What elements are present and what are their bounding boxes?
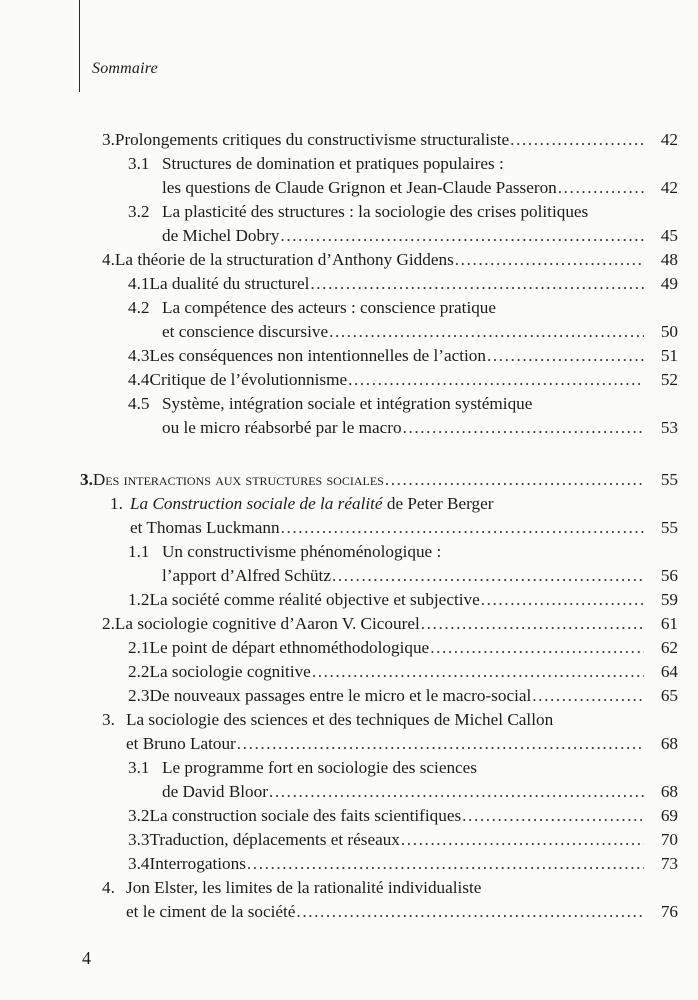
entry-title-line1: Un constructivisme phénoménologique : [162,542,442,561]
toc-chapter-entry[interactable] [80,468,678,492]
entry-number: 4. [102,878,115,897]
margin-rule [79,0,80,92]
entry-page: 73 [660,854,678,873]
entry-page: 55 [660,470,678,489]
dot-leader [296,900,644,924]
toc-entry[interactable] [128,152,678,200]
entry-page: 51 [660,346,678,365]
entry-page: 55 [660,517,678,537]
entry-title-line1: Structures de domination et pratiques populaires : [162,154,504,173]
entry-page: 42 [660,130,678,149]
entry-page: 52 [660,370,678,389]
toc-entry[interactable] [102,128,678,152]
entry-number: 3. [102,710,115,729]
entry-title-line1: Le programme fort en sociologie des sciences [162,758,477,777]
entry-title: Traduction, déplacements et réseaux [149,830,400,849]
toc-entry[interactable] [102,612,678,636]
entry-page: 70 [660,830,678,849]
toc-entry[interactable] [128,828,678,852]
dot-leader [421,612,644,636]
entry-number: 4.5 [128,394,150,413]
toc-entry[interactable] [128,272,678,296]
dot-leader [558,176,644,200]
dot-leader [462,804,644,828]
entry-title: de Michel Dobry [162,225,280,245]
entry-number: 3.1 [128,758,150,777]
entry-title: et Thomas Luckmann [130,517,280,537]
entry-number: 3.3 [128,830,150,849]
dot-leader [269,780,644,804]
entry-title: Les conséquences non intentionnelles de l’action [149,346,486,365]
entry-title: et conscience discursive [162,321,329,341]
entry-title: La théorie de la structuration d’Anthony Giddens [114,250,454,269]
entry-number: 2.1 [128,638,150,657]
toc-entry[interactable] [128,540,678,588]
dot-leader [455,248,644,272]
toc-entry[interactable] [128,296,678,344]
entry-page: 45 [660,225,678,245]
entry-number: 2.2 [128,662,150,681]
dot-leader [312,660,644,684]
entry-title-line1: de Peter Berger [382,494,494,513]
dot-leader [332,564,644,588]
entry-title-line1: La plasticité des structures : la sociologie des crises politiques [162,202,589,221]
entry-page: 49 [660,274,678,293]
entry-number: 3.2 [128,202,150,221]
dot-leader [532,684,644,708]
entry-title-line1: Système, intégration sociale et intégration systémique [162,394,533,413]
page-number: 4 [82,948,91,968]
entry-number: 3.4 [128,854,150,873]
entry-title: Le point de départ ethnométhodologique [149,638,430,657]
dot-leader [403,416,644,440]
dot-leader [385,468,644,492]
entry-page: 64 [660,662,678,681]
entry-title: La dualité du structurel [149,274,310,293]
entry-title: et Bruno Latour [126,733,236,753]
entry-number: 1.2 [128,590,150,609]
entry-title: Interrogations [149,854,246,873]
entry-number: 2.3 [128,686,150,705]
entry-title: La sociologie cognitive d’Aaron V. Cicourel [114,614,420,633]
entry-title-line1: Jon Elster, les limites de la rationalité individualiste [126,878,482,897]
toc-entry[interactable] [128,636,678,660]
dot-leader [348,368,644,392]
toc-entry[interactable] [128,684,678,708]
entry-title: ou le micro réabsorbé par le macro [162,417,402,437]
entry-number: 3.2 [128,806,150,825]
entry-number: 4.2 [128,298,150,317]
toc-entry[interactable] [102,248,678,272]
book-title: La Construction sociale de la réalité [130,494,383,513]
toc-entry[interactable] [128,392,678,440]
dot-leader [237,732,644,756]
entry-title: De nouveaux passages entre le micro et le macro-social [149,686,532,705]
toc-entry[interactable] [110,492,678,540]
chapter-title: Des interactions aux structures sociales [92,470,384,489]
entry-number: 3. [102,130,115,149]
entry-page: 48 [660,250,678,269]
toc-entry[interactable] [102,708,678,756]
entry-number: 4.1 [128,274,150,293]
entry-title: La sociologie cognitive [149,662,311,681]
entry-title-line1: La sociologie des sciences et des techniques de Michel Callon [126,710,554,729]
entry-title: de David Bloor [162,781,268,801]
entry-page: 69 [660,806,678,825]
toc-entry[interactable] [128,660,678,684]
entry-title: et le ciment de la société [126,901,296,921]
dot-leader [329,320,644,344]
toc-entry[interactable] [128,344,678,368]
entry-title: Prolongements critiques du constructivisme structuraliste [114,130,510,149]
toc-entry[interactable] [128,368,678,392]
entry-number: 4.4 [128,370,150,389]
dot-leader [281,516,644,540]
dot-leader [310,272,644,296]
entry-page: 68 [660,733,678,753]
entry-title: l’apport d’Alfred Schütz [162,565,331,585]
chapter-number: 3. [80,470,93,489]
entry-number: 3.1 [128,154,150,173]
running-header: Sommaire [92,60,158,77]
entry-page: 61 [660,614,678,633]
dot-leader [510,128,644,152]
dot-leader [430,636,644,660]
dot-leader [247,852,644,876]
entry-number: 4.3 [128,346,150,365]
entry-page: 62 [660,638,678,657]
toc-entry[interactable] [102,876,678,924]
entry-number: 1.1 [128,542,150,561]
dot-leader [280,224,644,248]
dot-leader [481,588,644,612]
entry-title-line1: La compétence des acteurs : conscience pratique [162,298,497,317]
dot-leader [401,828,644,852]
entry-number: 2. [102,614,115,633]
toc-entry[interactable] [128,588,678,612]
dot-leader [487,344,644,368]
entry-page: 42 [660,177,678,197]
entry-title: Critique de l’évolutionnisme [149,370,348,389]
toc-entry[interactable] [128,804,678,828]
entry-page: 53 [660,417,678,437]
entry-page: 56 [660,565,678,585]
entry-page: 50 [660,321,678,341]
entry-title: La société comme réalité objective et subjective [149,590,480,609]
entry-page: 65 [660,686,678,705]
entry-title: La construction sociale des faits scientifiques [149,806,462,825]
toc-entry[interactable] [128,200,678,248]
toc-entry[interactable] [128,756,678,804]
entry-page: 76 [660,901,678,921]
entry-number: 1. [110,494,123,513]
entry-page: 68 [660,781,678,801]
toc-entry[interactable] [128,852,678,876]
entry-title: les questions de Claude Grignon et Jean-Claude Passeron [162,177,557,197]
entry-number: 4. [102,250,115,269]
entry-page: 59 [660,590,678,609]
